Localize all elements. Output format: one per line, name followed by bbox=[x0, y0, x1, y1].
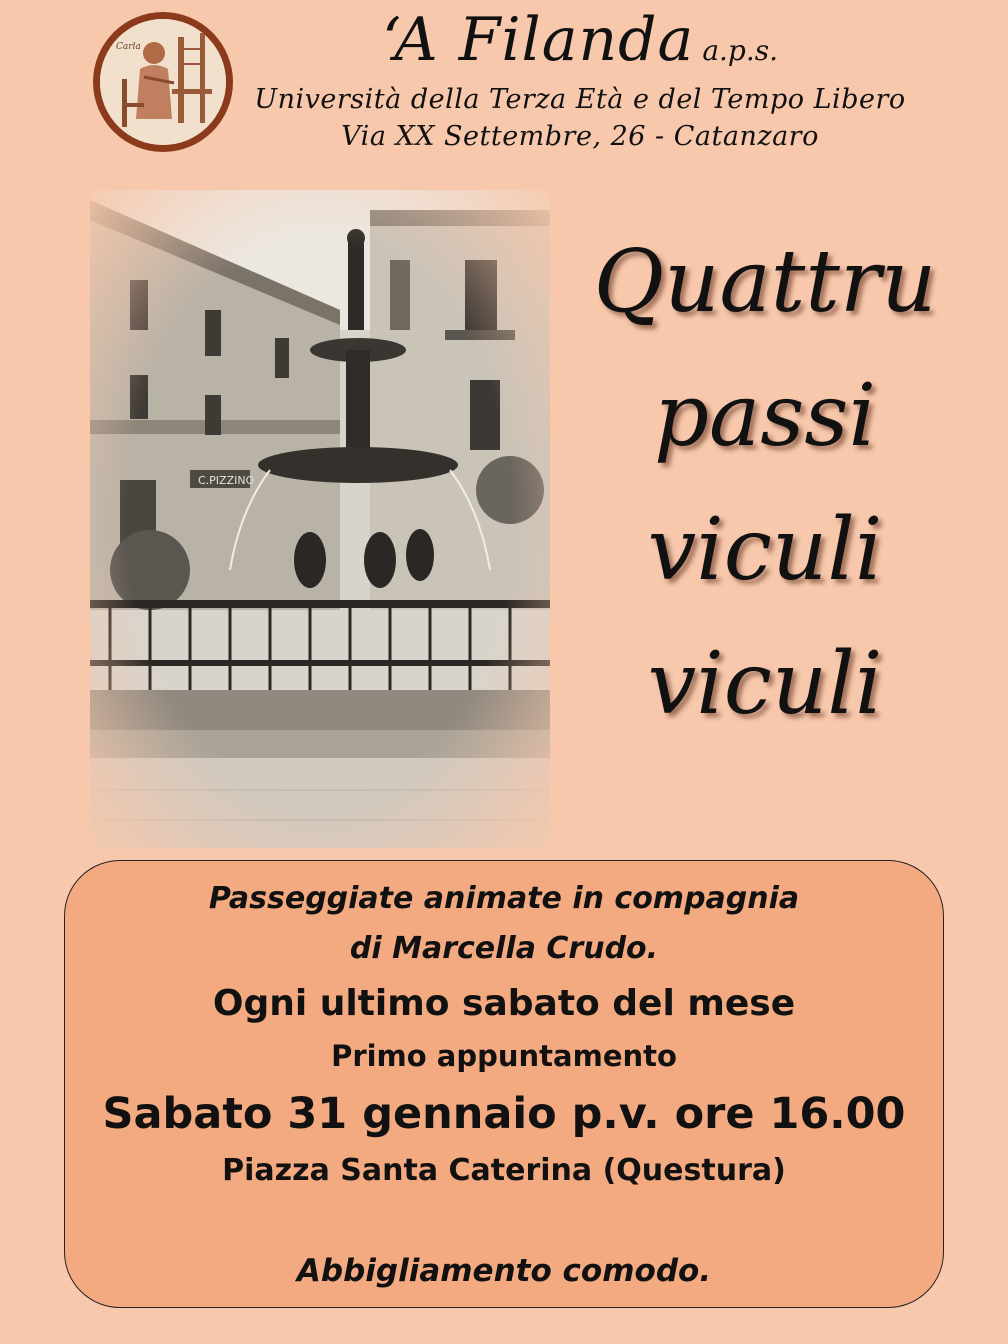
logo bbox=[93, 12, 233, 152]
info-line-date: Sabato 31 gennaio p.v. ore 16.00 bbox=[102, 1089, 906, 1139]
info-line-first: Primo appuntamento bbox=[331, 1039, 677, 1073]
org-subtitle: Università della Terza Età e del Tempo Libero bbox=[254, 84, 906, 115]
spinning-woman-logo-icon bbox=[100, 19, 226, 145]
info-line-guide: Passeggiate animate in compagnia bbox=[208, 881, 800, 916]
org-title bbox=[240, 5, 920, 75]
fountain-square-photo-icon bbox=[90, 190, 550, 848]
info-line-place: Piazza Santa Caterina (Questura) bbox=[222, 1153, 786, 1188]
event-title-line2: passi bbox=[653, 366, 877, 466]
header bbox=[240, 5, 920, 152]
org-address: Via XX Settembre, 26 - Catanzaro bbox=[341, 121, 819, 152]
svg-text:Carla: Carla bbox=[116, 42, 141, 52]
info-line-schedule: Ogni ultimo sabato del mese bbox=[212, 983, 796, 1024]
info-line-dress: Abbigliamento comodo. bbox=[296, 1253, 712, 1289]
info-line-guide-name: di Marcella Crudo. bbox=[349, 931, 659, 966]
event-title bbox=[560, 215, 970, 751]
org-suffix: a.p.s. bbox=[702, 34, 779, 67]
event-title-line1: Quattru bbox=[593, 232, 937, 332]
fountain-photo bbox=[90, 190, 550, 848]
org-name: ‘A Filanda bbox=[381, 5, 695, 75]
info-box bbox=[64, 860, 944, 1308]
event-title-line4: viculi bbox=[647, 634, 883, 734]
event-title-line3: viculi bbox=[647, 500, 883, 600]
